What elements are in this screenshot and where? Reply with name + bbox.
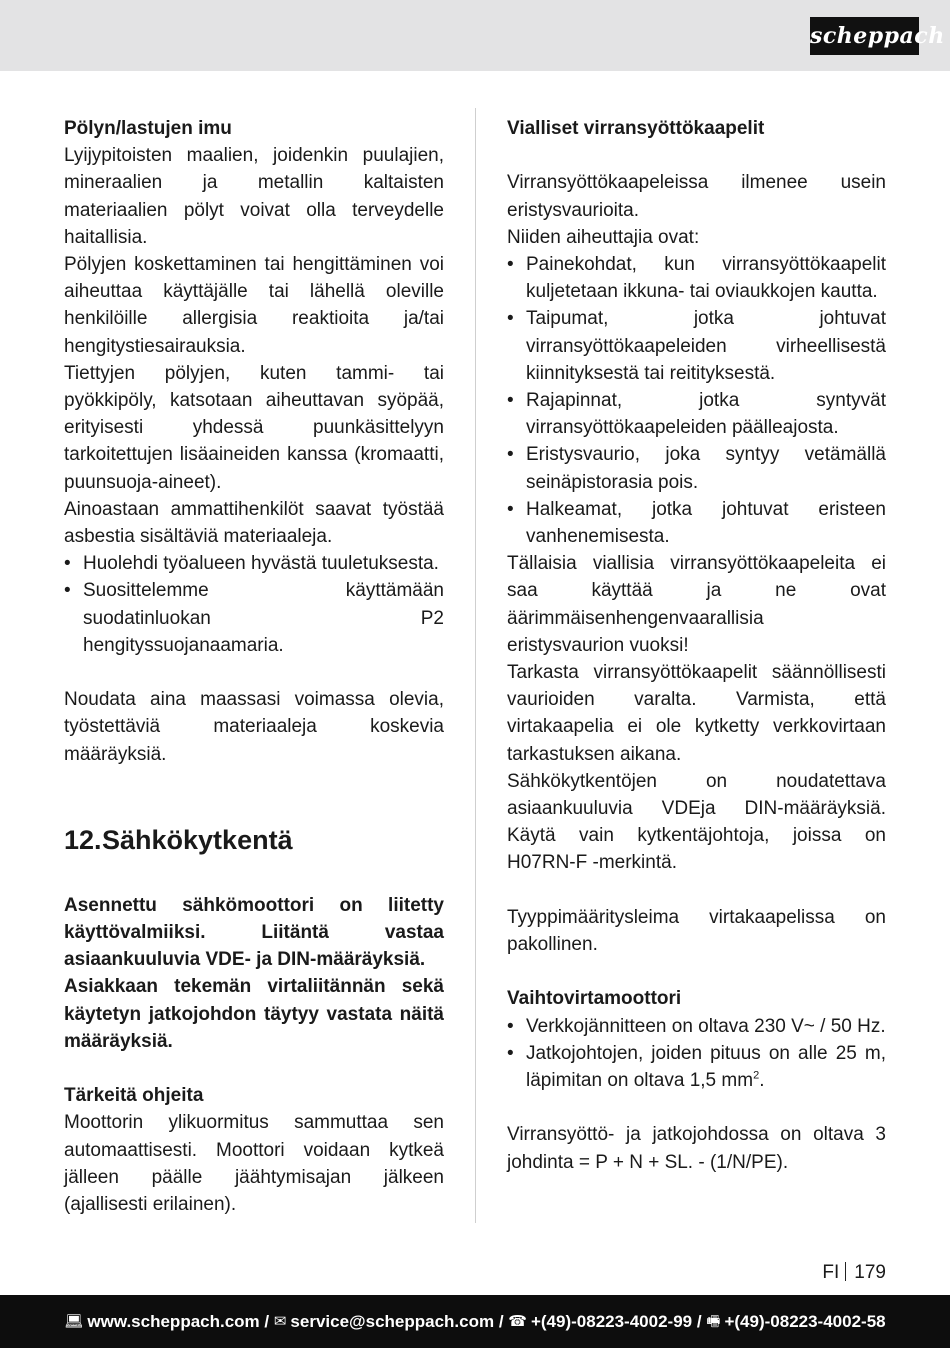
dust-paragraph-4: Ainoastaan ammattihenkilöt saavat työstää asbestia sisältäviä materiaaleja. — [64, 498, 444, 548]
dust-paragraph-5: Noudata aina maassasi voimassa olevia, työstettäviä materiaaleja koskevia määräyksiä. — [64, 689, 444, 765]
list-item: • Suosittelemme käyttämään suodatinluokan P2 hengityssuojanaamaria. — [64, 577, 444, 659]
list-item — [507, 1040, 886, 1094]
electric-bold-paragraph-2: Asiakkaan tekemän virtaliitännän sekä käytetyn jatkojohdon täytyy vastata näitä määräyksiä. — [64, 976, 444, 1052]
faulty-paragraph-3: Tällaisia viallisia virransyöttökaapeleita ei saa käyttää ja ne ovat äärimmäisenhengenvaarallisia eristysvaurion vuoksi! — [507, 553, 886, 656]
scheppach-logo: scheppach — [810, 17, 919, 55]
laptop-icon: 💻︎ — [64, 1313, 84, 1330]
footer-separator: / — [259, 1312, 274, 1331]
bullet-text: Jatkojohtojen, joiden pituus on alle 25 m, läpimitan on oltava 1,5 mm — [526, 1042, 886, 1092]
ac-motor-paragraph: Virransyöttö- ja jatkojohdossa on oltava 3 johdinta = P + N + SL. - (1/N/PE). — [507, 1124, 886, 1173]
page-number-value: 179 — [854, 1262, 886, 1283]
email-link[interactable]: service@scheppach.com — [290, 1312, 495, 1331]
mail-icon: ✉︎ — [273, 1313, 287, 1330]
left-column — [64, 115, 444, 1218]
fax-number: +(49)-08223-4002-58 — [724, 1312, 886, 1331]
dust-paragraph-1: Lyijypitoisten maalien, joidenkin puulajien, mineraalien ja metallin kaltaisten materiaalien pölyt voivat olla terveydelle haitallisia. — [64, 145, 444, 248]
faulty-paragraph-6: Tyyppimääritysleima virtakaapelissa on pakollinen. — [507, 906, 886, 956]
fax-icon: 🖷︎ — [706, 1313, 721, 1330]
faulty-bullet-list — [507, 251, 886, 550]
dust-bullet-list — [64, 550, 444, 659]
dust-paragraph-3: Tiettyjen pölyjen, kuten tammi- tai pyökkipöly, katsotaan aiheuttavan syöpää, erityisesti yhdessä puunkäsittelyyn tarkoitettujen lisäaineiden kanssa (kromaatti, puunsuoja-aineet). — [64, 362, 444, 493]
superscript: 2 — [753, 1069, 760, 1082]
list-item: • Taipumat, jotka johtuvat virransyöttökaapeleiden virheellisestä kiinnityksestä tai reitityksestä. — [507, 305, 886, 387]
website-link[interactable]: www.scheppach.com — [87, 1312, 260, 1331]
electric-bold-paragraph-1: Asennettu sähkömoottori on liitetty käyttövalmiiksi. Liitäntä vastaa asiaankuuluvia VDE- ja DIN-määräyksiä. — [64, 894, 444, 971]
list-item: • Rajapinnat, jotka syntyvät virransyöttökaapeleiden päälleajosta. — [507, 387, 886, 441]
footer-separator: / — [494, 1312, 509, 1331]
ac-motor-bullet-list — [507, 1013, 886, 1095]
phone-icon: ☎︎ — [508, 1313, 527, 1330]
faulty-cables-heading: Vialliset virransyöttökaapelit — [507, 118, 765, 139]
important-text: Moottorin ylikuormitus sammuttaa sen automaattisesti. Moottori voidaan kytkeä jälleen päälle jäähtymisajan jälkeen (ajallisesti erilainen). — [64, 1112, 444, 1216]
important-heading: Tärkeitä ohjeita — [64, 1085, 204, 1107]
faulty-paragraph-4: Tarkasta virransyöttökaapelit säännöllisesti vaurioiden varalta. Varmista, että virtakaapelia ei ole kytketty verkkovirtaan tarkastuksen aikana. — [507, 662, 886, 765]
ac-motor-heading: Vaihtovirtamoottori — [507, 988, 682, 1010]
page-separator — [845, 1262, 846, 1281]
footer-separator: / — [692, 1312, 707, 1331]
page-lang: FI — [822, 1262, 840, 1283]
section-number: 12. — [64, 824, 102, 855]
list-item: • Huolehdi työalueen hyvästä tuuletuksesta. — [64, 550, 444, 577]
dust-heading: Pölyn/lastujen imu — [64, 118, 232, 139]
list-item: • Halkeamat, jotka johtuvat eristeen vanhenemisesta. — [507, 496, 886, 550]
bullet-end: . — [759, 1070, 765, 1092]
faulty-paragraph-2: Niiden aiheuttajia ovat: — [507, 226, 700, 248]
section-title-text: Sähkökytkentä — [102, 824, 293, 855]
header-band — [0, 0, 950, 71]
list-item: • Verkkojännitteen on oltava 230 V~ / 50 Hz. — [507, 1013, 886, 1040]
dust-paragraph-2: Pölyjen koskettaminen tai hengittäminen voi aiheuttaa käyttäjälle tai lähellä oleville henkilöille allergisia reaktioita ja/tai hengitystiesairauksia. — [64, 254, 444, 357]
page-number — [822, 1261, 886, 1285]
right-column — [507, 115, 886, 1176]
footer-bar — [0, 1295, 950, 1348]
faulty-paragraph-5: Sähkökytkentöjen on noudatettava asiaankuuluvia VDEja DIN-määräyksiä. Käytä vain kytkentäjohtoja, joissa on H07RN-F -merkintä. — [507, 770, 886, 874]
faulty-paragraph-1: Virransyöttökaapeleissa ilmenee usein eristysvaurioita. — [507, 172, 886, 221]
list-item: • Painekohdat, kun virransyöttökaapelit kuljetetaan ikkuna- tai oviaukkojen kautta. — [507, 251, 886, 305]
section-title — [64, 822, 444, 858]
list-item: • Eristysvaurio, joka syntyy vetämällä seinäpistorasia pois. — [507, 441, 886, 495]
column-divider — [475, 108, 476, 1223]
phone-number: +(49)-08223-4002-99 — [530, 1312, 693, 1331]
